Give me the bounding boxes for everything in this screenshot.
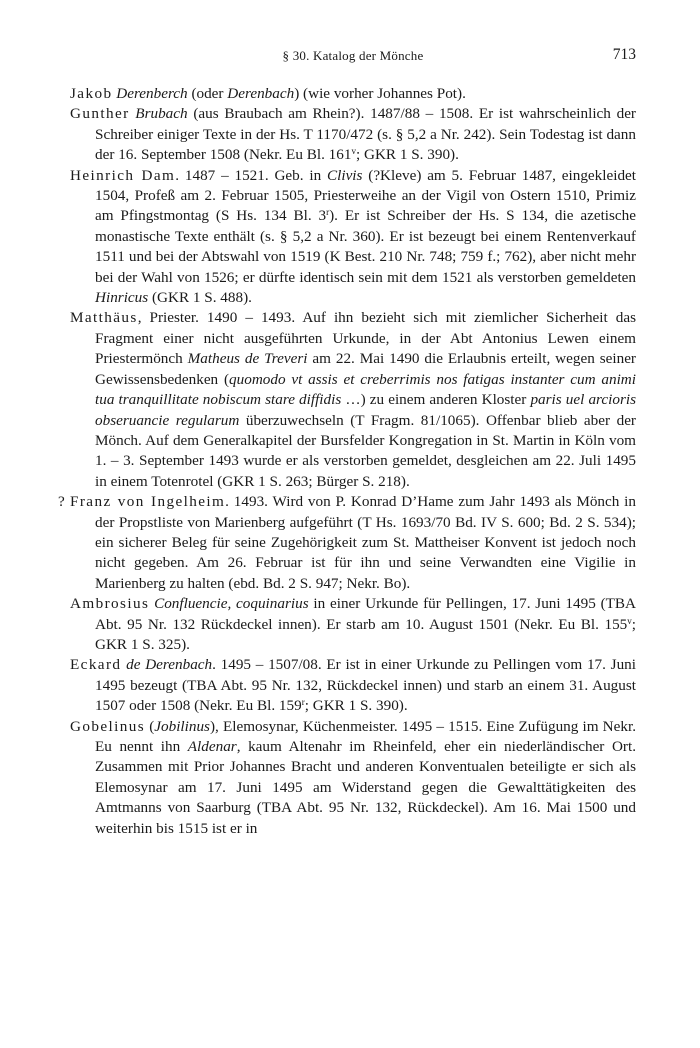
entry-text: am 22. Mai 1490 die Erlaubnis erteilt, wegen seiner Gewissensbedenken ( [95, 350, 636, 388]
entry-text: …) zu einem anderen Kloster [341, 391, 531, 409]
entry-text: , kaum Altenahr im Rheinfeld, eher ein niederländischer Ort. Zusammen mit Prior Johannes Bracht und anderen Konventualen beteiligte er sich als Elemosynar am 17. Juni 1495 am Widerstand gegen die Gewalttätigkeiten des Amtmanns von Saarburg (TBA Abt. 95 Nr. 132, Rückdeckel). Am 16. Mai 1500 und weiterhin bis 1515 ist er in [95, 738, 636, 837]
entry-text: ), Elemosynar, Küchenmeister. 1495 – 1515. Eine Zufügung im Nekr. Eu nennt ihn [95, 717, 636, 755]
monk-name: Gobelinus [70, 717, 146, 735]
monk-name: Eckard [70, 656, 122, 674]
entry-text: in einer Urkunde für Pellingen, 17. Juni 1495 (TBA Abt. 95 Nr. 132 Rückdeckel innen). Er starb am 10. August 1501 (Nekr. Eu Bl. 155 [95, 595, 637, 633]
monk-name: Gunther [70, 105, 130, 123]
italic-text: de Derenbach [126, 656, 213, 674]
monk-name: Franz von Ingelheim [70, 493, 226, 511]
italic-text: paris uel arcioris obseruancie regularum [95, 391, 636, 429]
entry-text: ; GKR 1 S. 390). [355, 146, 459, 164]
catalog-entries [58, 84, 637, 839]
italic-text: Clivis [327, 166, 363, 184]
italic-text: Jobilinus [154, 717, 210, 735]
page-number: 713 [612, 46, 636, 63]
catalog-entry [70, 717, 636, 839]
catalog-entry [70, 84, 636, 104]
uncertain-mark: ? [58, 493, 65, 511]
folio-side: v [627, 615, 632, 626]
italic-text: quomodo vt assis et creberrimis nos fatigas instanter cum animi tua tranquillitate nobiscum stare diffidis [95, 370, 636, 409]
catalog-entry [70, 594, 636, 655]
entry-text: ) (wie vorher Johannes Pot). [294, 85, 466, 102]
section-title: § 30. Katalog der Mönche [282, 48, 424, 63]
italic-text: Aldenar [187, 738, 237, 755]
running-head [70, 48, 636, 72]
monk-name: Jakob [70, 85, 113, 102]
catalog-entry [70, 655, 636, 716]
entry-text: ). Er ist Schreiber der Hs. S 134, die azetische monastische Texte enthält (s. § 5,2 a Nr. 360). Er ist bezeugt bei einem Rentenverkauf 1511 und bei der Abtswahl von 1519 (K Best. 210 Nr. 748; 759 f.; 762), aber nicht mehr bei der Wahl von 1526; er dürfte identisch sein mit dem 1521 als verstorben gemeldeten [95, 207, 636, 286]
entry-text: (oder [187, 85, 228, 102]
entry-text: ; GKR 1 S. 325). [95, 615, 636, 653]
folio-side: v [351, 146, 356, 157]
entry-text: . 1495 – 1507/08. Er ist in einer Urkunde zu Pellingen vom 17. Juni 1495 bezeugt (TBA Abt. 95 Nr. 132, Rückdeckel innen) und starb an einem 31. August 1507 oder 1508 (Nekr. Eu Bl. 159 [95, 656, 637, 715]
italic-text: Derenberch [116, 85, 188, 102]
folio-side: r [301, 697, 305, 708]
italic-text: Brubach [135, 105, 188, 123]
italic-text: Hinricus [95, 289, 149, 307]
entry-text: , Priester. 1490 – 1493. Auf ihn bezieht sich mit ziemlicher Sicherheit das Fragment einer nicht ausgeführten Urkunde, in der Abt Antonius Lewen einem Priestermönch [95, 309, 636, 368]
entry-text: ; GKR 1 S. 390). [304, 697, 408, 715]
catalog-entry [70, 166, 636, 309]
monk-name: Ambrosius [70, 595, 150, 613]
italic-text: Derenbach [227, 85, 295, 102]
italic-text: Matheus de Treveri [187, 350, 308, 368]
entry-text: ( [145, 717, 155, 735]
monk-name: Matthäus [70, 309, 138, 327]
folio-side: r [326, 207, 330, 218]
entry-text: (aus Braubach am Rhein?). 1487/88 – 1508. Er ist wahrscheinlich der Schreiber einiger Texte in der Hs. T 1170/472 (s. § 5,2 a Nr. 242). Sein Todestag ist dann der 16. September 1508 (Nekr. Eu Bl. 161 [95, 105, 636, 164]
entry-text: . 1487 – 1521. Geb. in [175, 166, 327, 184]
entry-text: überzuwechseln (T Fragm. 81/1065). Offenbar blieb aber der Mönch. Auf dem Generalkapitel der Bursfelder Kongregation in St. Martin in Köln vom 1. – 3. September 1493 wurde er als verstorben gemeldet, desgleichen am 22. Juli 1495 in einem Totenrotel (GKR 1 S. 263; Bürger S. 218). [95, 411, 636, 490]
catalog-entry [58, 492, 636, 594]
catalog-entry [70, 104, 636, 165]
entry-text: (?Kleve) am 5. Februar 1487, eingekleidet 1504, Profeß am 2. Februar 1505, Priesterweihe an der Vigil von Ostern 1510, Primiz am Pfingstmontag (S Hs. 134 Bl. 3 [95, 166, 636, 225]
entry-text: (GKR 1 S. 488). [148, 289, 252, 307]
catalog-entry [70, 308, 636, 492]
monk-name: Heinrich Dam [70, 166, 176, 184]
italic-text: Confluencie, coquinarius [154, 595, 309, 613]
entry-text: . 1493. Wird von P. Konrad D’Hame zum Jahr 1493 als Mönch in der Propstliste von Marienberg aufgeführt (T Hs. 1693/70 Bd. IV S. 600; Bd. 2 S. 534); ein sicherer Beleg für seine Zugehörigkeit zum St. Mattheiser Konvent ist jedoch noch nicht gegeben. Am 26. Februar ist für ihn und seine Verwandten eine Vigilie in Marienberg zu halten (ebd. Bd. 2 S. 947; Nekr. Bo). [95, 493, 636, 592]
